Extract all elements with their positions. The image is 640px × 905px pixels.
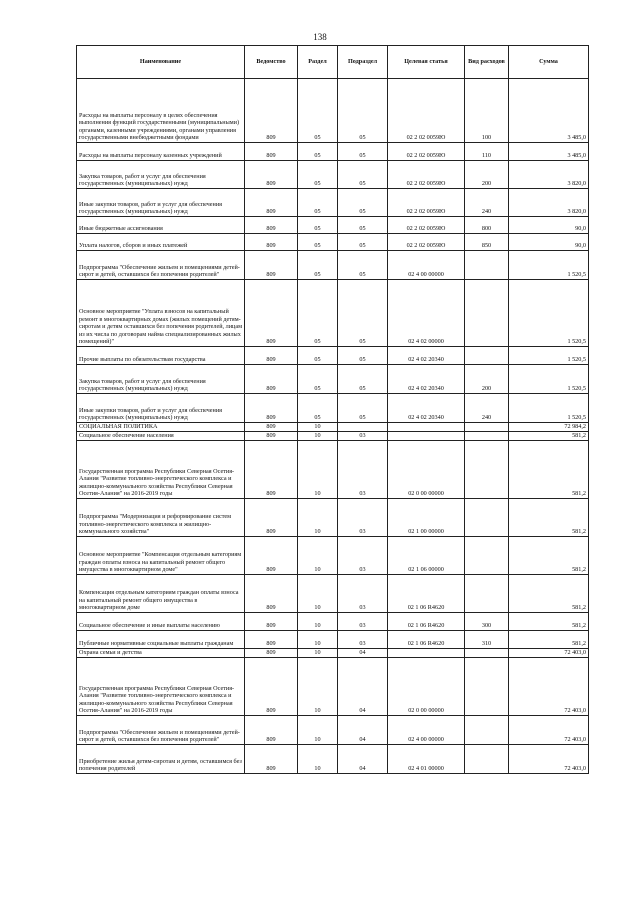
table-row: [77, 234, 589, 251]
cell-vedomstvo: 809: [245, 189, 298, 217]
cell-razdel: 10: [298, 441, 338, 499]
cell-podrazdel: 05: [338, 234, 388, 251]
table-row: [77, 143, 589, 161]
cell-podrazdel: 05: [338, 394, 388, 423]
cell-vedomstvo: 809: [245, 79, 298, 143]
cell-summa: 90,0: [509, 234, 589, 251]
cell-name: Основное мероприятие "Компенсация отдельным категориям граждан оплаты взноса на капитальный ремонт общего имущества в многоквартирном доме": [77, 537, 245, 575]
cell-vid-rashodov: 850: [465, 234, 509, 251]
cell-celevaya-statya: 02 2 02 0059Ю: [388, 79, 465, 143]
cell-vedomstvo: 809: [245, 658, 298, 716]
table-row: [77, 79, 589, 143]
cell-celevaya-statya: 02 1 06 R4620: [388, 631, 465, 649]
table-row: [77, 347, 589, 365]
cell-vedomstvo: 809: [245, 251, 298, 280]
cell-vedomstvo: 809: [245, 613, 298, 631]
cell-vid-rashodov: [465, 347, 509, 365]
cell-razdel: 10: [298, 432, 338, 441]
cell-summa: 1 520,5: [509, 251, 589, 280]
cell-name: Расходы на выплаты персоналу казенных учреждений: [77, 143, 245, 161]
table-row: [77, 251, 589, 280]
cell-summa: 1 520,5: [509, 394, 589, 423]
cell-name: Иные закупки товаров, работ и услуг для обеспечения государственных (муниципальных) нужд: [77, 394, 245, 423]
cell-vid-rashodov: 240: [465, 394, 509, 423]
cell-podrazdel: 04: [338, 745, 388, 774]
table-row: [77, 441, 589, 499]
cell-razdel: 10: [298, 537, 338, 575]
table-header: [77, 46, 589, 79]
page-number: 138: [313, 32, 327, 42]
cell-razdel: 10: [298, 423, 338, 432]
cell-name: Закупка товаров, работ и услуг для обеспечения государственных (муниципальных) нужд: [77, 161, 245, 189]
table-row: [77, 649, 589, 658]
cell-podrazdel: 03: [338, 631, 388, 649]
cell-vid-rashodov: 100: [465, 79, 509, 143]
cell-summa: 90,0: [509, 217, 589, 234]
cell-vedomstvo: 809: [245, 745, 298, 774]
cell-summa: 581,2: [509, 441, 589, 499]
cell-vedomstvo: 809: [245, 537, 298, 575]
cell-vid-rashodov: 110: [465, 143, 509, 161]
cell-vid-rashodov: 200: [465, 365, 509, 394]
cell-vid-rashodov: [465, 575, 509, 613]
cell-razdel: 10: [298, 575, 338, 613]
table-row: [77, 613, 589, 631]
cell-celevaya-statya: 02 2 02 0059Ю: [388, 143, 465, 161]
cell-podrazdel: 05: [338, 251, 388, 280]
cell-name: Социальное обеспечение и иные выплаты населению: [77, 613, 245, 631]
cell-vid-rashodov: [465, 251, 509, 280]
cell-vedomstvo: 809: [245, 499, 298, 537]
cell-name: Иные бюджетные ассигнования: [77, 217, 245, 234]
cell-vedomstvo: 809: [245, 441, 298, 499]
cell-summa: 72 403,0: [509, 649, 589, 658]
cell-razdel: 05: [298, 347, 338, 365]
cell-vid-rashodov: [465, 649, 509, 658]
cell-summa: 1 520,5: [509, 280, 589, 347]
cell-name: Приобретение жилья детям-сиротам и детям, оставшимся без попечения родителей: [77, 745, 245, 774]
cell-razdel: 05: [298, 234, 338, 251]
cell-podrazdel: 03: [338, 613, 388, 631]
cell-celevaya-statya: 02 4 00 00000: [388, 716, 465, 745]
cell-vid-rashodov: 300: [465, 613, 509, 631]
cell-razdel: 10: [298, 745, 338, 774]
cell-celevaya-statya: [388, 432, 465, 441]
header-name: Наименование: [77, 46, 245, 79]
cell-celevaya-statya: 02 4 02 20340: [388, 365, 465, 394]
cell-name: Основное мероприятие "Уплата взносов на капитальный ремонт в многоквартирных домах (жилых помещений детям-сиротам и детям оставшихся без попечения родителей, лицам из их числа по договорам найма специализированных жилых помещений)": [77, 280, 245, 347]
cell-razdel: 10: [298, 658, 338, 716]
table-row: [77, 499, 589, 537]
cell-summa: 581,2: [509, 537, 589, 575]
table-row: [77, 658, 589, 716]
table-row: [77, 394, 589, 423]
cell-celevaya-statya: 02 2 02 0059Ю: [388, 161, 465, 189]
cell-vid-rashodov: [465, 280, 509, 347]
table-body: [77, 79, 589, 774]
cell-vedomstvo: 809: [245, 394, 298, 423]
header-podrazdel: Подраздел: [338, 46, 388, 79]
cell-podrazdel: 04: [338, 649, 388, 658]
cell-podrazdel: 03: [338, 537, 388, 575]
cell-celevaya-statya: 02 2 02 0059Ю: [388, 217, 465, 234]
cell-razdel: 10: [298, 613, 338, 631]
cell-vid-rashodov: 310: [465, 631, 509, 649]
cell-podrazdel: 03: [338, 441, 388, 499]
cell-summa: 72 403,0: [509, 745, 589, 774]
table-row: [77, 280, 589, 347]
cell-celevaya-statya: 02 2 02 0059Ю: [388, 189, 465, 217]
cell-vedomstvo: 809: [245, 432, 298, 441]
table-row: [77, 537, 589, 575]
cell-podrazdel: 05: [338, 217, 388, 234]
cell-razdel: 05: [298, 143, 338, 161]
budget-table: [76, 45, 589, 774]
cell-summa: 581,2: [509, 631, 589, 649]
cell-celevaya-statya: 02 0 00 00000: [388, 441, 465, 499]
header-vedomstvo: Ведомство: [245, 46, 298, 79]
table-row: [77, 631, 589, 649]
cell-vid-rashodov: 200: [465, 161, 509, 189]
cell-vedomstvo: 809: [245, 631, 298, 649]
cell-podrazdel: 03: [338, 432, 388, 441]
cell-podrazdel: 05: [338, 189, 388, 217]
cell-vid-rashodov: 800: [465, 217, 509, 234]
cell-name: Уплата налогов, сборов и иных платежей: [77, 234, 245, 251]
cell-celevaya-statya: [388, 649, 465, 658]
table-row: [77, 365, 589, 394]
cell-razdel: 10: [298, 716, 338, 745]
cell-vid-rashodov: 240: [465, 189, 509, 217]
cell-name: Государственная программа Республики Северная Осетия-Алания "Развитие топливно-энергетического комплекса и жилищно-коммунального хозяйства Республики Северная Осетия-Алания" на 2016-2019 годы: [77, 658, 245, 716]
cell-celevaya-statya: 02 2 02 0059Ю: [388, 234, 465, 251]
cell-razdel: 05: [298, 217, 338, 234]
header-summa: Сумма: [509, 46, 589, 79]
cell-podrazdel: 05: [338, 347, 388, 365]
cell-podrazdel: 03: [338, 499, 388, 537]
cell-razdel: 10: [298, 499, 338, 537]
cell-razdel: 05: [298, 79, 338, 143]
cell-summa: 1 520,5: [509, 365, 589, 394]
cell-name: Подпрограмма "Обеспечение жильем и помещениями детей-сирот и детей, оставшихся без попечения родителей": [77, 251, 245, 280]
cell-vid-rashodov: [465, 432, 509, 441]
table-row: [77, 217, 589, 234]
cell-vid-rashodov: [465, 716, 509, 745]
cell-vedomstvo: 809: [245, 365, 298, 394]
cell-summa: 581,2: [509, 432, 589, 441]
cell-summa: 72 403,0: [509, 716, 589, 745]
cell-celevaya-statya: 02 0 00 00000: [388, 658, 465, 716]
cell-summa: 3 485,0: [509, 79, 589, 143]
cell-razdel: 10: [298, 631, 338, 649]
cell-podrazdel: 04: [338, 716, 388, 745]
cell-vedomstvo: 809: [245, 716, 298, 745]
cell-vid-rashodov: [465, 537, 509, 575]
cell-razdel: 05: [298, 251, 338, 280]
cell-podrazdel: 05: [338, 365, 388, 394]
table-row: [77, 745, 589, 774]
cell-name: Подпрограмма "Обеспечение жильем и помещениями детей-сирот и детей, оставшихся без попечения родителей": [77, 716, 245, 745]
cell-razdel: 05: [298, 161, 338, 189]
cell-celevaya-statya: 02 1 06 R4620: [388, 575, 465, 613]
cell-name: Иные закупки товаров, работ и услуг для обеспечения государственных (муниципальных) нужд: [77, 189, 245, 217]
cell-vid-rashodov: [465, 441, 509, 499]
cell-razdel: 10: [298, 649, 338, 658]
header-row: [77, 46, 589, 79]
cell-podrazdel: 05: [338, 79, 388, 143]
cell-vedomstvo: 809: [245, 347, 298, 365]
cell-vedomstvo: 809: [245, 234, 298, 251]
cell-razdel: 05: [298, 189, 338, 217]
cell-name: Подпрограмма "Модернизация и реформирование систем топливно-энергетического комплекса и жилищно-коммунального хозяйства": [77, 499, 245, 537]
cell-name: Закупка товаров, работ и услуг для обеспечения государственных (муниципальных) нужд: [77, 365, 245, 394]
cell-vedomstvo: 809: [245, 575, 298, 613]
cell-podrazdel: 04: [338, 658, 388, 716]
cell-podrazdel: 05: [338, 280, 388, 347]
cell-celevaya-statya: 02 1 00 00000: [388, 499, 465, 537]
cell-razdel: 05: [298, 365, 338, 394]
table-row: [77, 432, 589, 441]
cell-celevaya-statya: 02 1 06 00000: [388, 537, 465, 575]
cell-celevaya-statya: 02 4 02 20340: [388, 347, 465, 365]
cell-celevaya-statya: [388, 423, 465, 432]
cell-celevaya-statya: 02 4 02 00000: [388, 280, 465, 347]
cell-razdel: 05: [298, 280, 338, 347]
cell-name: Публичные нормативные социальные выплаты гражданам: [77, 631, 245, 649]
cell-summa: 581,2: [509, 499, 589, 537]
cell-celevaya-statya: 02 4 00 00000: [388, 251, 465, 280]
cell-vedomstvo: 809: [245, 280, 298, 347]
cell-vedomstvo: 809: [245, 143, 298, 161]
cell-summa: 1 520,5: [509, 347, 589, 365]
header-razdel: Раздел: [298, 46, 338, 79]
table-row: [77, 716, 589, 745]
cell-name: Компенсация отдельным категориям граждан оплаты взноса на капитальный ремонт общего имущества в многоквартирном доме: [77, 575, 245, 613]
cell-vid-rashodov: [465, 499, 509, 537]
cell-vedomstvo: 809: [245, 649, 298, 658]
cell-vedomstvo: 809: [245, 217, 298, 234]
cell-name: Охрана семьи и детства: [77, 649, 245, 658]
cell-celevaya-statya: 02 4 01 00000: [388, 745, 465, 774]
table-row: [77, 189, 589, 217]
cell-celevaya-statya: 02 4 02 20340: [388, 394, 465, 423]
cell-name: Расходы на выплаты персоналу в целях обеспечения выполнения функций государственными (муниципальными) органами, казенными учреждениями, органами управления государственными внебюджетными фондами: [77, 79, 245, 143]
table-row: [77, 575, 589, 613]
cell-name: Социальное обеспечение населения: [77, 432, 245, 441]
header-celevaya-statya: Целевая статья: [388, 46, 465, 79]
cell-summa: 3 485,0: [509, 143, 589, 161]
cell-podrazdel: [338, 423, 388, 432]
cell-summa: 3 820,0: [509, 161, 589, 189]
cell-podrazdel: 05: [338, 161, 388, 189]
cell-vedomstvo: 809: [245, 423, 298, 432]
cell-razdel: 05: [298, 394, 338, 423]
header-vid-rashodov: Вид расходов: [465, 46, 509, 79]
cell-podrazdel: 03: [338, 575, 388, 613]
cell-vedomstvo: 809: [245, 161, 298, 189]
cell-name: Государственная программа Республики Северная Осетия-Алания "Развитие топливно-энергетического комплекса и жилищно-коммунального хозяйства Республики Северная Осетия-Алания" на 2016-2019 годы: [77, 441, 245, 499]
cell-vid-rashodov: [465, 423, 509, 432]
cell-name: Прочие выплаты по обязательствам государства: [77, 347, 245, 365]
table-row: [77, 161, 589, 189]
cell-summa: 72 403,0: [509, 658, 589, 716]
table-row: [77, 423, 589, 432]
cell-summa: 3 820,0: [509, 189, 589, 217]
cell-summa: 72 984,2: [509, 423, 589, 432]
cell-vid-rashodov: [465, 658, 509, 716]
cell-summa: 581,2: [509, 613, 589, 631]
cell-podrazdel: 05: [338, 143, 388, 161]
cell-name: СОЦИАЛЬНАЯ ПОЛИТИКА: [77, 423, 245, 432]
cell-summa: 581,2: [509, 575, 589, 613]
cell-celevaya-statya: 02 1 06 R4620: [388, 613, 465, 631]
cell-vid-rashodov: [465, 745, 509, 774]
